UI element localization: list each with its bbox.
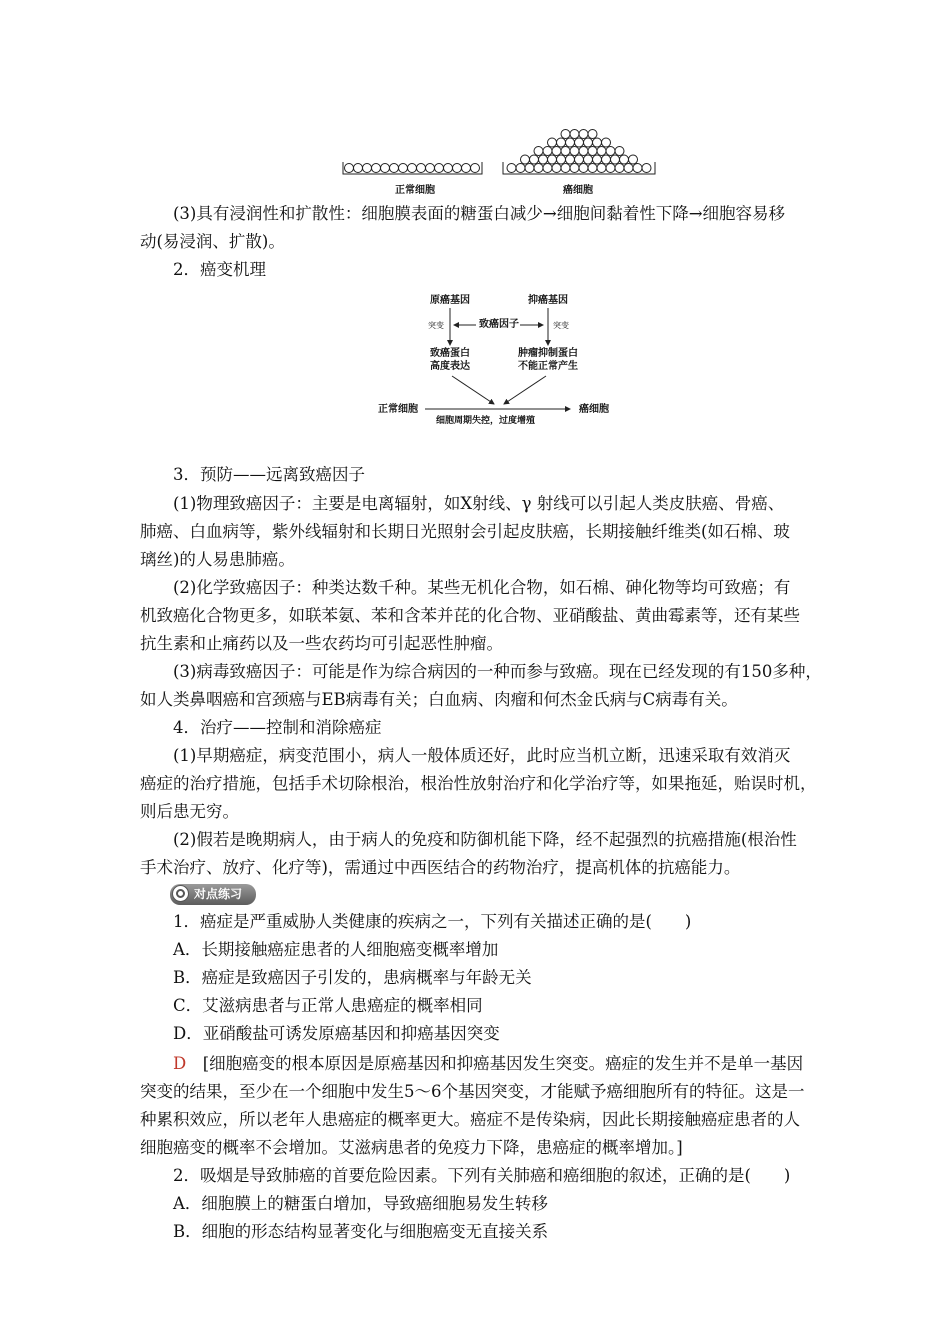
paragraph-line: 则后患无穷。 (140, 802, 239, 821)
cell-circle (453, 164, 462, 173)
question-stem: 1．癌症是严重威胁人类健康的疾病之一，下列有关描述正确的是( ) (173, 912, 692, 931)
arrow-converge-right (504, 376, 546, 404)
arrow-converge-left (452, 376, 494, 404)
cell-circle (624, 164, 633, 173)
cell-circle (557, 155, 566, 164)
cell-circle (399, 164, 408, 173)
cell-circle (507, 164, 516, 173)
cell-circle (552, 164, 561, 173)
paragraph-line: 璃丝)的人易患肺癌。 (140, 550, 295, 569)
cell-circle (408, 164, 417, 173)
cell-circle (471, 164, 480, 173)
cell-circle (566, 155, 575, 164)
paragraph-line: (3)具有浸润性和扩散性：细胞膜表面的糖蛋白减少→细胞间黏着性下降→细胞容易移 (173, 204, 786, 223)
section-heading: 2．癌变机理 (173, 260, 266, 279)
explanation-line: 突变的结果，至少在一个细胞中发生5～6个基因突变，才能赋予癌细胞所有的特征。这是一 (140, 1082, 805, 1101)
cell-circle (444, 164, 453, 173)
target-icon (172, 885, 189, 902)
cell-circle (426, 164, 435, 173)
cell-circle (534, 164, 543, 173)
cell-circle (539, 155, 548, 164)
suppressor-protein-line2: 不能正常产生 (518, 361, 578, 372)
paragraph-line: (2)假若是晚期病人，由于病人的免疫和防御机能下降，经不起强烈的抗癌措施(根治性 (173, 830, 797, 849)
cell-circle (561, 164, 570, 173)
cell-circle (525, 164, 534, 173)
question-stem: 2．吸烟是导致肺癌的首要危险因素。下列有关肺癌和癌细胞的叙述，正确的是( ) (173, 1166, 791, 1185)
explanation-text: [细胞癌变的根本原因是原癌基因和抑癌基因发生突变。癌症的发生并不是单一基因 (202, 1054, 804, 1073)
suppressor-protein-label (506, 347, 590, 373)
cell-circle (606, 147, 615, 156)
cell-circle (579, 147, 588, 156)
cell-circle (642, 164, 651, 173)
practice-badge (170, 884, 256, 905)
cell-circle (548, 138, 557, 147)
cell-circle (575, 138, 584, 147)
cell-circle (390, 164, 399, 173)
cell-circle (543, 147, 552, 156)
normal-cell-caption: 正常细胞 (395, 185, 435, 196)
cell-circle (597, 147, 606, 156)
cell-circle (570, 130, 579, 139)
paragraph-line: (1)早期癌症，病变范围小，病人一般体质还好，此时应当机立断，迅速采取有效消灭 (173, 746, 791, 765)
practice-badge-label: 对点练习 (194, 887, 243, 901)
mutation-left-label: 突变 (428, 321, 444, 330)
mutation-right-label: 突变 (553, 321, 569, 330)
cell-circle (521, 155, 530, 164)
explanation-line: 细胞癌变的概率不会增加。艾滋病患者的免疫力下降，患癌症的概率增加。] (140, 1138, 683, 1157)
cancer-cells-pile (503, 130, 655, 175)
cell-circle (372, 164, 381, 173)
cell-circle (588, 130, 597, 139)
cell-circle (633, 164, 642, 173)
cell-circle (579, 130, 588, 139)
carcinogen-label: 致癌因子 (479, 319, 519, 330)
cell-circle (363, 164, 372, 173)
cell-circle (534, 147, 543, 156)
suppressor-protein-line1: 肿瘤抑制蛋白 (518, 348, 578, 359)
paragraph-line: (2)化学致癌因子：种类达数千种。某些无机化合物，如石棉、砷化物等均可致癌；有 (173, 578, 791, 597)
paragraph-line: 抗生素和止痛药以及一些农药均可引起恶性肿瘤。 (140, 634, 503, 653)
cell-circle (615, 147, 624, 156)
paragraph-line: 手术治疗、放疗、化疗等)，需通过中西医结合的药物治疗，提高机体的抗癌能力。 (140, 858, 741, 877)
oncoprotein-label (415, 347, 485, 373)
cell-circle (597, 164, 606, 173)
section-heading: 4．治疗——控制和消除癌症 (173, 718, 382, 737)
process-label: 细胞周期失控，过度增殖 (436, 416, 536, 426)
cell-circle (611, 155, 620, 164)
cell-circle (552, 147, 561, 156)
section-heading: 3．预防——远离致癌因子 (173, 465, 365, 484)
cell-circle (543, 164, 552, 173)
cell-circle (561, 130, 570, 139)
normal-cell-label: 正常细胞 (378, 404, 418, 415)
cell-circle (575, 155, 584, 164)
cell-circle (593, 155, 602, 164)
cell-circle (566, 138, 575, 147)
cell-circle (530, 155, 539, 164)
cell-circle (584, 138, 593, 147)
cell-circle (435, 164, 444, 173)
question-option: C．艾滋病患者与正常人患癌症的概率相同 (173, 996, 483, 1015)
cell-circle (584, 155, 593, 164)
cell-circle (615, 164, 624, 173)
paragraph-line: 动(易浸润、扩散)。 (140, 232, 285, 251)
cell-circle (570, 164, 579, 173)
cancer-cell-caption: 癌细胞 (563, 185, 593, 196)
cell-circle (588, 147, 597, 156)
paragraph-line: 肺癌、白血病等，紫外线辐射和长期日光照射会引起皮肤癌，长期接触纤维类(如石棉、玻 (140, 522, 790, 541)
paragraph-line: 机致癌化合物更多，如联苯氨、苯和含苯并芘的化合物、亚硝酸盐、黄曲霉素等，还有某些 (140, 606, 800, 625)
cell-circle (345, 164, 354, 173)
cancer-cell-label: 癌细胞 (579, 404, 609, 415)
cell-circle (606, 164, 615, 173)
normal-cells-row (343, 162, 482, 174)
question-option: B．癌症是致癌因子引发的，患病概率与年龄无关 (173, 968, 532, 987)
cell-circle (602, 138, 611, 147)
cell-circle (579, 164, 588, 173)
cell-circle (570, 147, 579, 156)
answer-letter: D (173, 1054, 187, 1073)
cell-comparison-figure (340, 122, 660, 180)
cell-circle (381, 164, 390, 173)
tumor-suppressor-label: 抑癌基因 (528, 295, 568, 306)
explanation-line: 种累积效应，所以老年人患癌症的概率更大。癌症不是传染病，因此长期接触癌症患者的人 (140, 1110, 800, 1129)
cell-circle (629, 155, 638, 164)
paragraph-line: 如人类鼻咽癌和宫颈癌与EB病毒有关；白血病、肉瘤和何杰金氏病与C病毒有关。 (140, 690, 738, 709)
cell-circle (516, 164, 525, 173)
cell-circle (602, 155, 611, 164)
paragraph-line: (3)病毒致癌因子：可能是作为综合病因的一种而参与致癌。现在已经发现的有150多种， (173, 662, 822, 681)
cell-circle (620, 155, 629, 164)
cell-circle (557, 138, 566, 147)
question-option: B．细胞的形态结构显著变化与细胞癌变无直接关系 (173, 1222, 549, 1241)
question-option: D．亚硝酸盐可诱发原癌基因和抑癌基因突变 (173, 1024, 500, 1043)
explanation-line (173, 1054, 853, 1074)
paragraph-line: 癌症的治疗措施，包括手术切除根治，根治性放射治疗和化学治疗等，如果拖延，贻误时机， (140, 774, 817, 793)
cell-circle (561, 147, 570, 156)
cell-circle (593, 138, 602, 147)
cell-circle (548, 155, 557, 164)
question-option: A．长期接触癌症患者的人细胞癌变概率增加 (173, 940, 499, 959)
oncoprotein-line1: 致癌蛋白 (430, 348, 470, 359)
question-option: A．细胞膜上的糖蛋白增加，导致癌细胞易发生转移 (173, 1194, 548, 1213)
proto-oncogene-label: 原癌基因 (430, 295, 470, 306)
cell-circle (588, 164, 597, 173)
oncoprotein-line2: 高度表达 (430, 361, 470, 372)
cell-circle (462, 164, 471, 173)
paragraph-line: (1)物理致癌因子：主要是电离辐射，如X射线、γ 射线可以引起人类皮肤癌、骨癌、 (173, 494, 785, 513)
cell-circle (354, 164, 363, 173)
cell-circle (417, 164, 426, 173)
